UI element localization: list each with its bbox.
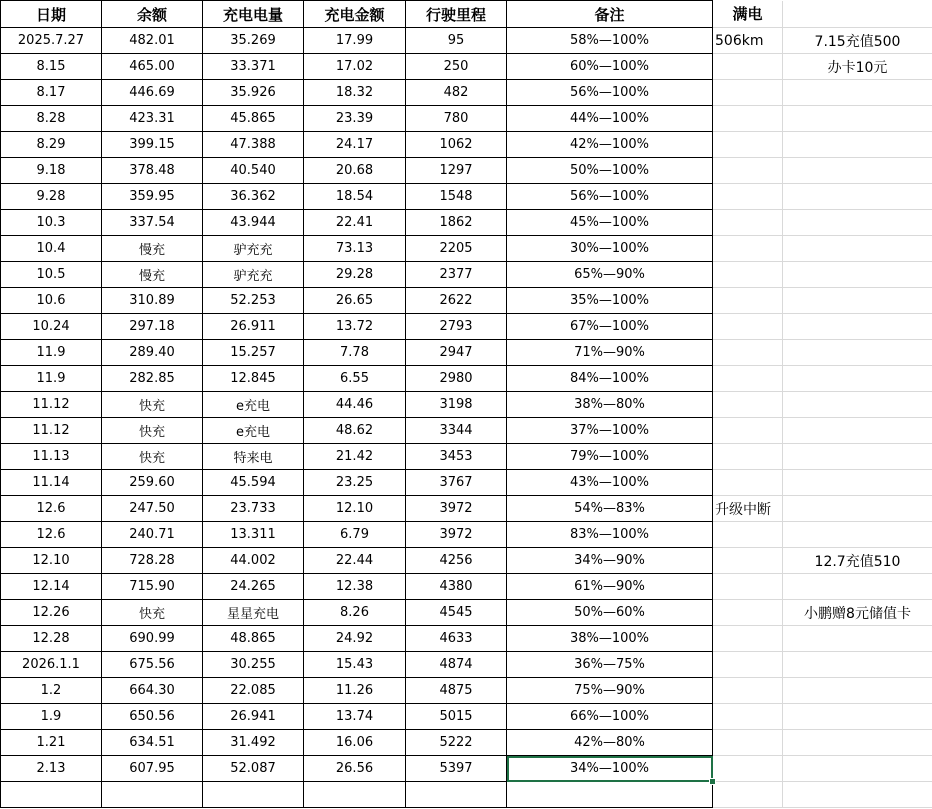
cell-remark[interactable] [783, 184, 932, 210]
cell-balance[interactable]: 快充 [102, 600, 203, 626]
cell-date[interactable]: 12.10 [1, 548, 102, 574]
cell-mileage[interactable]: 250 [406, 54, 507, 80]
cell-amount[interactable]: 24.17 [304, 132, 406, 158]
cell-note[interactable]: 61%—90% [507, 574, 713, 600]
table-row [1, 366, 932, 392]
cell-fullcharge[interactable] [713, 158, 783, 184]
cell-note[interactable]: 42%—80% [507, 730, 713, 756]
cell-remark[interactable] [783, 80, 932, 106]
cell-balance[interactable]: 607.95 [102, 756, 203, 782]
cell-energy[interactable]: 特来电 [203, 444, 304, 470]
cell-date[interactable]: 12.14 [1, 574, 102, 600]
cell-amount[interactable]: 23.39 [304, 106, 406, 132]
cell-remark[interactable] [783, 366, 932, 392]
cell-date[interactable]: 12.6 [1, 496, 102, 522]
cell-mileage[interactable]: 4633 [406, 626, 507, 652]
cell-mileage[interactable]: 4545 [406, 600, 507, 626]
cell-balance[interactable]: 310.89 [102, 288, 203, 314]
cell-balance[interactable]: 728.28 [102, 548, 203, 574]
cell-energy[interactable]: 35.269 [203, 28, 304, 54]
cell-remark[interactable] [783, 314, 932, 340]
cell-amount[interactable]: 8.26 [304, 600, 406, 626]
cell-date[interactable]: 8.15 [1, 54, 102, 80]
cell-balance[interactable]: 650.56 [102, 704, 203, 730]
cell-date[interactable]: 10.3 [1, 210, 102, 236]
cell-fullcharge[interactable] [713, 184, 783, 210]
cell-mileage[interactable]: 5397 [406, 756, 507, 782]
cell-note[interactable]: 30%—100% [507, 236, 713, 262]
cell-mileage[interactable]: 482 [406, 80, 507, 106]
cell-fullcharge[interactable] [713, 652, 783, 678]
cell-balance[interactable]: 399.15 [102, 132, 203, 158]
table-row [1, 80, 932, 106]
cell-fullcharge[interactable] [713, 782, 783, 808]
cell-energy[interactable]: 驴充充 [203, 236, 304, 262]
cell-amount[interactable]: 17.99 [304, 28, 406, 54]
cell-fullcharge[interactable] [713, 54, 783, 80]
table-row [1, 106, 932, 132]
cell-energy[interactable]: e充电 [203, 418, 304, 444]
cell-fullcharge[interactable] [713, 756, 783, 782]
table-row [1, 210, 932, 236]
cell-date[interactable]: 2026.1.1 [1, 652, 102, 678]
cell-energy[interactable]: 12.845 [203, 366, 304, 392]
cell-amount[interactable]: 18.54 [304, 184, 406, 210]
cell-note[interactable]: 83%—100% [507, 522, 713, 548]
cell-fullcharge[interactable] [713, 106, 783, 132]
cell-date[interactable]: 9.18 [1, 158, 102, 184]
cell-balance[interactable]: 664.30 [102, 678, 203, 704]
cell-balance[interactable] [102, 782, 203, 808]
cell-note[interactable]: 36%—75% [507, 652, 713, 678]
cell-mileage[interactable]: 780 [406, 106, 507, 132]
cell-balance[interactable]: 337.54 [102, 210, 203, 236]
cell-date[interactable]: 12.26 [1, 600, 102, 626]
cell-amount[interactable]: 23.25 [304, 470, 406, 496]
cell-mileage[interactable]: 2980 [406, 366, 507, 392]
cell-remark[interactable] [783, 730, 932, 756]
table-row [1, 340, 932, 366]
cell-remark[interactable] [783, 496, 932, 522]
cell-fullcharge[interactable] [713, 80, 783, 106]
cell-note[interactable]: 67%—100% [507, 314, 713, 340]
cell-mileage[interactable]: 4875 [406, 678, 507, 704]
cell-remark[interactable] [783, 470, 932, 496]
cell-fullcharge[interactable] [713, 392, 783, 418]
cell-mileage[interactable]: 1862 [406, 210, 507, 236]
cell-mileage[interactable]: 5222 [406, 730, 507, 756]
cell-energy[interactable]: 23.733 [203, 496, 304, 522]
cell-remark[interactable] [783, 418, 932, 444]
table-row [1, 470, 932, 496]
cell-remark[interactable] [783, 288, 932, 314]
table-row [1, 782, 932, 808]
cell-fullcharge[interactable] [713, 600, 783, 626]
cell-amount[interactable]: 22.41 [304, 210, 406, 236]
cell-energy[interactable]: 52.087 [203, 756, 304, 782]
cell-fullcharge[interactable] [713, 236, 783, 262]
header-cell-balance[interactable]: 余额 [102, 1, 203, 28]
cell-balance[interactable]: 446.69 [102, 80, 203, 106]
cell-energy[interactable]: 13.311 [203, 522, 304, 548]
cell-amount[interactable]: 17.02 [304, 54, 406, 80]
cell-energy[interactable]: 44.002 [203, 548, 304, 574]
table-row [1, 704, 932, 730]
cell-note[interactable]: 79%—100% [507, 444, 713, 470]
cell-remark[interactable] [783, 340, 932, 366]
cell-note[interactable]: 65%—90% [507, 262, 713, 288]
cell-energy[interactable]: 43.944 [203, 210, 304, 236]
cell-balance[interactable]: 675.56 [102, 652, 203, 678]
cell-date[interactable]: 1.21 [1, 730, 102, 756]
cell-energy[interactable]: 26.941 [203, 704, 304, 730]
header-cell-energy[interactable]: 充电电量 [203, 1, 304, 28]
cell-date[interactable]: 12.28 [1, 626, 102, 652]
cell-mileage[interactable]: 3767 [406, 470, 507, 496]
table-row [1, 54, 932, 80]
cell-energy[interactable]: 33.371 [203, 54, 304, 80]
cell-note[interactable]: 45%—100% [507, 210, 713, 236]
cell-energy[interactable]: 52.253 [203, 288, 304, 314]
cell-mileage[interactable]: 4380 [406, 574, 507, 600]
cell-note[interactable]: 37%—100% [507, 418, 713, 444]
cell-remark[interactable]: 小鹏赠8元储值卡 [783, 600, 932, 626]
cell-remark[interactable] [783, 236, 932, 262]
cell-remark[interactable] [783, 132, 932, 158]
cell-energy[interactable]: 45.865 [203, 106, 304, 132]
cell-remark[interactable] [783, 106, 932, 132]
cell-mileage[interactable]: 4256 [406, 548, 507, 574]
cell-amount[interactable]: 22.44 [304, 548, 406, 574]
cell-remark[interactable]: 12.7充值510 [783, 548, 932, 574]
table-row [1, 730, 932, 756]
cell-energy[interactable]: 24.265 [203, 574, 304, 600]
cell-date[interactable]: 8.28 [1, 106, 102, 132]
cell-amount[interactable]: 29.28 [304, 262, 406, 288]
cell-note[interactable]: 50%—60% [507, 600, 713, 626]
cell-balance[interactable]: 482.01 [102, 28, 203, 54]
cell-balance[interactable]: 297.18 [102, 314, 203, 340]
cell-amount[interactable]: 13.74 [304, 704, 406, 730]
cell-energy[interactable]: 15.257 [203, 340, 304, 366]
table-row [1, 132, 932, 158]
cell-energy[interactable]: e充电 [203, 392, 304, 418]
cell-remark[interactable] [783, 678, 932, 704]
cell-mileage[interactable]: 2377 [406, 262, 507, 288]
cell-balance[interactable]: 282.85 [102, 366, 203, 392]
cell-balance[interactable]: 快充 [102, 444, 203, 470]
cell-note[interactable]: 84%—100% [507, 366, 713, 392]
cell-fullcharge[interactable] [713, 678, 783, 704]
cell-balance[interactable]: 359.95 [102, 184, 203, 210]
cell-mileage[interactable] [406, 782, 507, 808]
table-row [1, 600, 932, 626]
cell-amount[interactable]: 18.32 [304, 80, 406, 106]
cell-balance[interactable]: 240.71 [102, 522, 203, 548]
cell-fullcharge[interactable] [713, 366, 783, 392]
cell-amount[interactable]: 12.10 [304, 496, 406, 522]
cell-amount[interactable]: 44.46 [304, 392, 406, 418]
cell-note[interactable]: 75%—90% [507, 678, 713, 704]
table-row [1, 418, 932, 444]
table-row [1, 444, 932, 470]
table-row [1, 288, 932, 314]
cell-amount[interactable]: 6.55 [304, 366, 406, 392]
cell-amount[interactable]: 20.68 [304, 158, 406, 184]
cell-balance[interactable]: 259.60 [102, 470, 203, 496]
cell-remark[interactable] [783, 704, 932, 730]
cell-energy[interactable]: 30.255 [203, 652, 304, 678]
cell-mileage[interactable]: 4874 [406, 652, 507, 678]
cell-amount[interactable]: 48.62 [304, 418, 406, 444]
cell-energy[interactable]: 45.594 [203, 470, 304, 496]
cell-remark[interactable]: 7.15充值500 [783, 28, 932, 54]
cell-date[interactable]: 11.13 [1, 444, 102, 470]
cell-note[interactable] [507, 782, 713, 808]
cell-mileage[interactable]: 3344 [406, 418, 507, 444]
cell-remark[interactable] [783, 158, 932, 184]
cell-balance[interactable]: 慢充 [102, 262, 203, 288]
cell-note[interactable]: 56%—100% [507, 80, 713, 106]
cell-amount[interactable]: 26.56 [304, 756, 406, 782]
cell-date[interactable]: 11.12 [1, 418, 102, 444]
cell-note[interactable]: 54%—83% [507, 496, 713, 522]
cell-note[interactable]: 71%—90% [507, 340, 713, 366]
table-row [1, 496, 932, 522]
cell-energy[interactable] [203, 782, 304, 808]
table-row [1, 28, 932, 54]
cell-remark[interactable] [783, 574, 932, 600]
cell-date[interactable]: 11.12 [1, 392, 102, 418]
cell-date[interactable]: 2025.7.27 [1, 28, 102, 54]
cell-fullcharge[interactable] [713, 288, 783, 314]
table-row [1, 574, 932, 600]
header-cell-fullcharge[interactable]: 满电 [713, 1, 783, 28]
cell-fullcharge[interactable] [713, 470, 783, 496]
cell-date[interactable]: 1.2 [1, 678, 102, 704]
cell-fullcharge[interactable] [713, 418, 783, 444]
cell-energy[interactable]: 36.362 [203, 184, 304, 210]
cell-fullcharge[interactable] [713, 262, 783, 288]
cell-fullcharge[interactable] [713, 704, 783, 730]
cell-remark[interactable] [783, 756, 932, 782]
cell-note[interactable]: 66%—100% [507, 704, 713, 730]
cell-amount[interactable]: 16.06 [304, 730, 406, 756]
cell-balance[interactable]: 634.51 [102, 730, 203, 756]
cell-amount[interactable]: 26.65 [304, 288, 406, 314]
cell-date[interactable]: 12.6 [1, 522, 102, 548]
cell-balance[interactable]: 423.31 [102, 106, 203, 132]
cell-remark[interactable] [783, 652, 932, 678]
cell-note[interactable]: 34%—90% [507, 548, 713, 574]
cell-remark[interactable] [783, 522, 932, 548]
cell-energy[interactable]: 星星充电 [203, 600, 304, 626]
cell-date[interactable]: 8.29 [1, 132, 102, 158]
cell-amount[interactable]: 24.92 [304, 626, 406, 652]
header-cell-amount[interactable]: 充电金额 [304, 1, 406, 28]
cell-note[interactable]: 38%—100% [507, 626, 713, 652]
header-cell-remark[interactable] [783, 1, 932, 28]
header-cell-date[interactable]: 日期 [1, 1, 102, 28]
cell-fullcharge[interactable] [713, 730, 783, 756]
cell-fullcharge[interactable] [713, 132, 783, 158]
cell-energy[interactable]: 40.540 [203, 158, 304, 184]
cell-fullcharge[interactable] [713, 574, 783, 600]
cell-balance[interactable]: 289.40 [102, 340, 203, 366]
cell-mileage[interactable]: 1062 [406, 132, 507, 158]
cell-balance[interactable]: 378.48 [102, 158, 203, 184]
table-row [1, 184, 932, 210]
cell-energy[interactable]: 48.865 [203, 626, 304, 652]
cell-mileage[interactable]: 2793 [406, 314, 507, 340]
cell-note[interactable]: 58%—100% [507, 28, 713, 54]
table-row [1, 548, 932, 574]
cell-fullcharge[interactable]: 506km [713, 28, 783, 54]
cell-date[interactable]: 10.6 [1, 288, 102, 314]
cell-energy[interactable]: 47.388 [203, 132, 304, 158]
cell-energy[interactable]: 驴充充 [203, 262, 304, 288]
cell-mileage[interactable]: 2205 [406, 236, 507, 262]
cell-date[interactable]: 8.17 [1, 80, 102, 106]
cell-balance[interactable]: 247.50 [102, 496, 203, 522]
cell-amount[interactable] [304, 782, 406, 808]
table-row [1, 392, 932, 418]
cell-mileage[interactable]: 2622 [406, 288, 507, 314]
cell-fullcharge[interactable]: 升级中断 [713, 496, 783, 522]
cell-mileage[interactable]: 3453 [406, 444, 507, 470]
cell-note[interactable]: 43%—100% [507, 470, 713, 496]
cell-mileage[interactable]: 3972 [406, 496, 507, 522]
cell-amount[interactable]: 13.72 [304, 314, 406, 340]
cell-amount[interactable]: 12.38 [304, 574, 406, 600]
cell-note[interactable]: 42%—100% [507, 132, 713, 158]
cell-fullcharge[interactable] [713, 548, 783, 574]
header-cell-mileage[interactable]: 行驶里程 [406, 1, 507, 28]
table-row [1, 626, 932, 652]
cell-note[interactable]: 44%—100% [507, 106, 713, 132]
cell-date[interactable]: 10.24 [1, 314, 102, 340]
cell-date[interactable]: 2.13 [1, 756, 102, 782]
cell-date[interactable]: 9.28 [1, 184, 102, 210]
cell-fullcharge[interactable] [713, 314, 783, 340]
cell-amount[interactable]: 15.43 [304, 652, 406, 678]
table-row [1, 236, 932, 262]
cell-balance[interactable]: 690.99 [102, 626, 203, 652]
cell-mileage[interactable]: 3972 [406, 522, 507, 548]
cell-mileage[interactable]: 3198 [406, 392, 507, 418]
cell-mileage[interactable]: 1548 [406, 184, 507, 210]
cell-balance[interactable]: 慢充 [102, 236, 203, 262]
cell-note[interactable]: 35%—100% [507, 288, 713, 314]
cell-remark[interactable]: 办卡10元 [783, 54, 932, 80]
table-row [1, 678, 932, 704]
fill-handle[interactable] [709, 778, 716, 785]
cell-balance[interactable]: 快充 [102, 418, 203, 444]
table-row [1, 158, 932, 184]
cell-amount[interactable]: 7.78 [304, 340, 406, 366]
table-row [1, 652, 932, 678]
cell-mileage[interactable]: 95 [406, 28, 507, 54]
cell-date[interactable]: 10.4 [1, 236, 102, 262]
cell-mileage[interactable]: 1297 [406, 158, 507, 184]
cell-energy[interactable]: 22.085 [203, 678, 304, 704]
cell-mileage[interactable]: 2947 [406, 340, 507, 366]
cell-amount[interactable]: 21.42 [304, 444, 406, 470]
cell-fullcharge[interactable] [713, 340, 783, 366]
cell-note[interactable]: 38%—80% [507, 392, 713, 418]
table-row [1, 314, 932, 340]
cell-date[interactable]: 10.5 [1, 262, 102, 288]
cell-amount[interactable]: 73.13 [304, 236, 406, 262]
cell-fullcharge[interactable] [713, 210, 783, 236]
cell-note[interactable]: 50%—100% [507, 158, 713, 184]
cell-fullcharge[interactable] [713, 626, 783, 652]
cell-balance[interactable]: 465.00 [102, 54, 203, 80]
table-row [1, 756, 932, 782]
cell-date[interactable]: 1.9 [1, 704, 102, 730]
cell-remark[interactable] [783, 444, 932, 470]
cell-date[interactable]: 11.9 [1, 340, 102, 366]
cell-date[interactable]: 11.14 [1, 470, 102, 496]
table-row [1, 522, 932, 548]
cell-energy[interactable]: 35.926 [203, 80, 304, 106]
cell-fullcharge[interactable] [713, 522, 783, 548]
cell-fullcharge[interactable] [713, 444, 783, 470]
cell-mileage[interactable]: 5015 [406, 704, 507, 730]
cell-energy[interactable]: 26.911 [203, 314, 304, 340]
cell-energy[interactable]: 31.492 [203, 730, 304, 756]
cell-balance[interactable]: 715.90 [102, 574, 203, 600]
cell-remark[interactable] [783, 782, 932, 808]
cell-amount[interactable]: 11.26 [304, 678, 406, 704]
header-cell-note[interactable]: 备注 [507, 1, 713, 28]
header-row [1, 1, 932, 28]
cell-remark[interactable] [783, 626, 932, 652]
cell-remark[interactable] [783, 262, 932, 288]
cell-date[interactable]: 11.9 [1, 366, 102, 392]
cell-note[interactable]: 34%—100% [507, 756, 713, 782]
cell-remark[interactable] [783, 210, 932, 236]
cell-date[interactable] [1, 782, 102, 808]
cell-amount[interactable]: 6.79 [304, 522, 406, 548]
cell-balance[interactable]: 快充 [102, 392, 203, 418]
cell-note[interactable]: 60%—100% [507, 54, 713, 80]
cell-remark[interactable] [783, 392, 932, 418]
table-row [1, 262, 932, 288]
cell-note[interactable]: 56%—100% [507, 184, 713, 210]
